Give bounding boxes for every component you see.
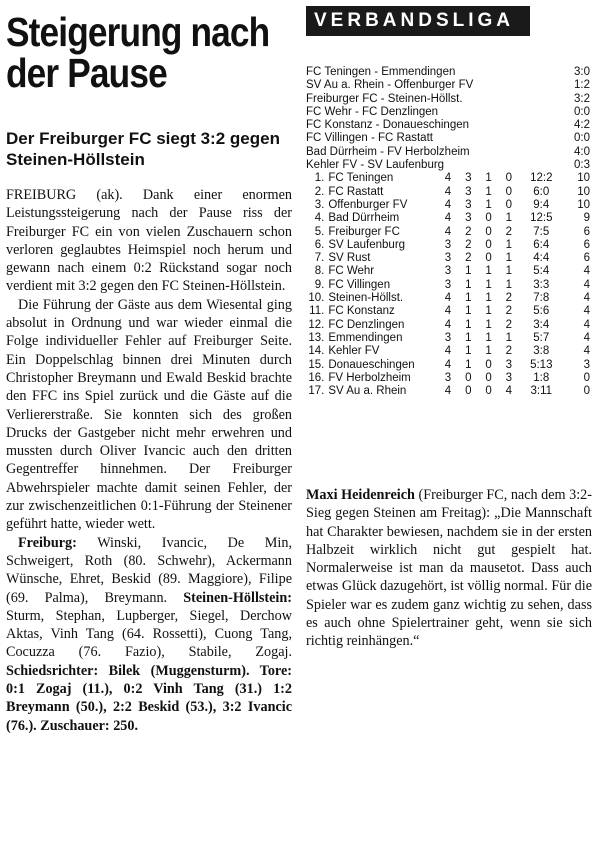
result-score: 3:2 bbox=[574, 92, 590, 105]
standings-cell-goals: 6:0 bbox=[533, 185, 550, 198]
standings-cell-team: SV Laufenburg bbox=[328, 238, 406, 251]
standings-cell-l: 1 bbox=[505, 212, 513, 225]
standings-row bbox=[306, 186, 590, 199]
standings-cell-rank: 13. bbox=[308, 331, 325, 344]
lineup-text-steinen: Sturm, Stephan, Lupberger, Siegel, Derchow Aktas, Vinh Tang (64. Rossetti), Cuong Tang, Cocuzza (76. Fazio), Stabile, Zogaj. bbox=[6, 607, 292, 661]
standings-cell-w: 3 bbox=[465, 185, 472, 198]
standings-cell-goals: 4:4 bbox=[533, 252, 550, 265]
standings-cell-team: Emmendingen bbox=[328, 331, 403, 344]
standings-cell-rank: 7. bbox=[314, 252, 325, 265]
result-score: 4:0 bbox=[574, 145, 590, 158]
result-score: 1:2 bbox=[574, 79, 590, 92]
standings-cell-pts: 4 bbox=[583, 318, 590, 331]
standings-cell-w: 1 bbox=[465, 331, 472, 344]
result-match: FC Villingen - FC Rastatt bbox=[306, 132, 433, 145]
standings-row bbox=[306, 385, 590, 398]
standings-cell-p: 3 bbox=[444, 252, 452, 265]
standings-row bbox=[306, 332, 590, 345]
standings-cell-d: 1 bbox=[485, 185, 492, 198]
standings-cell-l: 1 bbox=[505, 238, 513, 251]
standings-cell-p: 4 bbox=[444, 212, 452, 225]
result-score: 0:0 bbox=[574, 132, 590, 145]
standings-cell-p: 4 bbox=[444, 385, 452, 398]
result-match: FC Konstanz - Donaueschingen bbox=[306, 119, 470, 132]
standings-row bbox=[306, 199, 590, 212]
standings-cell-d: 1 bbox=[485, 278, 492, 291]
article-lineups bbox=[6, 534, 292, 735]
result-match: SV Au a. Rhein - Offenburger FV bbox=[306, 79, 474, 92]
referee-label: Schiedsrichter: bbox=[6, 662, 99, 679]
result-match: FC Wehr - FC Denzlingen bbox=[306, 105, 439, 118]
standings-table bbox=[306, 172, 590, 398]
standings-cell-d: 0 bbox=[485, 238, 492, 251]
standings-cell-w: 0 bbox=[465, 385, 472, 398]
standings-cell-d: 1 bbox=[485, 331, 492, 344]
standings-cell-p: 4 bbox=[444, 345, 452, 358]
standings-cell-w: 0 bbox=[465, 371, 472, 384]
standings-cell-goals: 5:4 bbox=[533, 265, 550, 278]
article-paragraph-2: Die Führung der Gäste aus dem Wiesental ging absolut in Ordnung und war wieder einmal die Folge individueller Fehler auf Freiburger Seite. Ein Doppelschlag binnen drei Minuten durch Christopher Breymann und Ewald Beskid brachte den FFC ins Spiel zurück und die Gäste auf die Verliererstraße. Sie konnten sich des großen Drucks der Gastgeber nicht mehr erwehren und mussten durch Oliver Ivancic auch den dritten Gegentreffer hinnehmen. Der Freiburger Abwehrspieler machte damit seinen Fehler, der zur zwischenzeitlichen 0:1-Führung der Steinener geführt hatte, wieder wett. bbox=[6, 296, 292, 533]
standings-cell-team: SV Au a. Rhein bbox=[328, 385, 407, 398]
standings-cell-goals: 3:3 bbox=[533, 278, 550, 291]
lineup-text-freiburg: Winski, Ivancic, De Min, Schweigert, Roth (80. Schwehr), Ackermann Wünsche, Ehret, Beskid (89. Maggiore), Filipe (69. Palma), Breymann. bbox=[6, 534, 292, 606]
standings-cell-team: FC Teningen bbox=[328, 172, 394, 185]
lineup-label-freiburg: Freiburg: bbox=[18, 534, 77, 551]
standings-cell-goals: 3:8 bbox=[533, 345, 550, 358]
standings-cell-l: 1 bbox=[505, 252, 513, 265]
standings-cell-pts: 4 bbox=[583, 331, 590, 344]
standings-cell-l: 1 bbox=[505, 265, 513, 278]
standings-cell-d: 1 bbox=[485, 172, 492, 185]
standings-cell-goals: 9:4 bbox=[533, 198, 550, 211]
standings-cell-d: 1 bbox=[485, 265, 492, 278]
standings-cell-rank: 8. bbox=[314, 265, 325, 278]
standings-cell-pts: 6 bbox=[583, 225, 590, 238]
result-row bbox=[306, 106, 590, 119]
standings-cell-p: 3 bbox=[444, 238, 452, 251]
lineup-label-steinen: Steinen-Höllstein: bbox=[183, 589, 292, 606]
standings-cell-p: 3 bbox=[444, 331, 452, 344]
standings-cell-goals: 3:11 bbox=[530, 385, 553, 398]
standings-row bbox=[306, 212, 590, 225]
standings-cell-pts: 10 bbox=[577, 198, 590, 211]
goals-text: 0:1 Zogaj (11.), 0:2 Vinh Tang (31.) 1:2 Breymann (50.), 2:2 Beskid (53.), 3:2 Ivancic (76.). bbox=[6, 681, 292, 734]
standings-cell-pts: 6 bbox=[583, 252, 590, 265]
referee-text: Bilek (Muggensturm). bbox=[98, 662, 260, 679]
standings-cell-goals: 6:4 bbox=[533, 238, 550, 251]
standings-cell-rank: 9. bbox=[314, 278, 325, 291]
standings-cell-l: 3 bbox=[505, 371, 513, 384]
quote-speaker: Maxi Heidenreich bbox=[306, 487, 415, 503]
standings-cell-team: Freiburger FC bbox=[328, 225, 400, 238]
standings-cell-l: 2 bbox=[505, 292, 513, 305]
standings-cell-w: 1 bbox=[465, 305, 472, 318]
standings-cell-rank: 6. bbox=[314, 238, 325, 251]
standings-cell-d: 1 bbox=[485, 292, 492, 305]
standings-cell-pts: 4 bbox=[583, 265, 590, 278]
standings-cell-team: Steinen-Höllst. bbox=[328, 292, 404, 305]
result-score: 0:3 bbox=[574, 159, 590, 172]
standings-cell-l: 4 bbox=[505, 385, 513, 398]
standings-cell-d: 1 bbox=[485, 318, 492, 331]
result-score: 3:0 bbox=[574, 66, 590, 78]
standings-row bbox=[306, 372, 590, 385]
standings-cell-pts: 4 bbox=[583, 292, 590, 305]
standings-cell-rank: 12. bbox=[308, 318, 325, 331]
results-list bbox=[306, 66, 590, 172]
standings-cell-w: 3 bbox=[465, 212, 472, 225]
standings-row bbox=[306, 252, 590, 265]
standings-cell-rank: 3. bbox=[314, 198, 325, 211]
standings-cell-p: 3 bbox=[444, 278, 452, 291]
standings-cell-l: 2 bbox=[505, 345, 513, 358]
standings-cell-team: SV Rust bbox=[328, 252, 371, 265]
result-row bbox=[306, 79, 590, 92]
standings-cell-p: 4 bbox=[444, 225, 452, 238]
standings-cell-goals: 5:6 bbox=[533, 305, 550, 318]
standings-cell-d: 0 bbox=[485, 225, 492, 238]
result-row bbox=[306, 159, 590, 172]
standings-cell-team: Offenburger FV bbox=[328, 198, 408, 211]
spectators-label: Zuschauer: bbox=[40, 717, 110, 734]
result-score: 0:0 bbox=[574, 105, 590, 118]
result-match: Freiburger FC - Steinen-Höllst. bbox=[306, 92, 463, 105]
standings-body bbox=[306, 172, 590, 398]
standings-row bbox=[306, 292, 590, 305]
standings-cell-team: FC Denzlingen bbox=[328, 318, 405, 331]
standings-row bbox=[306, 345, 590, 358]
standings-cell-goals: 1:8 bbox=[533, 371, 550, 384]
standings-cell-p: 3 bbox=[444, 371, 452, 384]
standings-cell-team: Donaueschingen bbox=[328, 358, 415, 371]
standings-cell-team: FV Herbolzheim bbox=[328, 371, 411, 384]
standings-cell-d: 0 bbox=[485, 212, 492, 225]
standings-cell-pts: 10 bbox=[577, 172, 590, 185]
standings-cell-team: FC Villingen bbox=[328, 278, 391, 291]
standings-cell-w: 1 bbox=[465, 278, 472, 291]
standings-cell-l: 3 bbox=[505, 358, 513, 371]
standings-cell-p: 3 bbox=[444, 265, 452, 278]
result-match: Bad Dürrheim - FV Herbolzheim bbox=[306, 145, 470, 158]
standings-cell-l: 2 bbox=[505, 225, 513, 238]
standings-row bbox=[306, 359, 590, 372]
standings-cell-w: 2 bbox=[465, 225, 472, 238]
standings-cell-d: 1 bbox=[485, 198, 492, 211]
standings-cell-rank: 14. bbox=[308, 345, 325, 358]
result-match: FC Teningen - Emmendingen bbox=[306, 66, 456, 78]
standings-cell-p: 4 bbox=[444, 292, 452, 305]
standings-cell-pts: 0 bbox=[583, 385, 590, 398]
spectators-text: 250. bbox=[109, 717, 139, 734]
standings-cell-d: 0 bbox=[485, 385, 492, 398]
standings-cell-rank: 4. bbox=[314, 212, 325, 225]
standings-cell-goals: 5:13 bbox=[530, 358, 553, 371]
standings-cell-rank: 16. bbox=[308, 371, 325, 384]
standings-cell-w: 1 bbox=[465, 345, 472, 358]
standings-cell-rank: 11. bbox=[309, 305, 325, 318]
standings-cell-goals: 3:4 bbox=[533, 318, 550, 331]
standings-cell-l: 2 bbox=[505, 305, 513, 318]
standings-row bbox=[306, 265, 590, 278]
standings-cell-pts: 10 bbox=[577, 185, 590, 198]
standings-row bbox=[306, 239, 590, 252]
standings-cell-pts: 6 bbox=[583, 238, 590, 251]
standings-cell-pts: 4 bbox=[583, 345, 590, 358]
standings-cell-rank: 15. bbox=[308, 358, 325, 371]
standings-cell-rank: 2. bbox=[314, 185, 325, 198]
standings-cell-l: 0 bbox=[505, 185, 513, 198]
standings-cell-rank: 17. bbox=[308, 385, 325, 398]
standings-cell-pts: 3 bbox=[583, 358, 590, 371]
standings-cell-team: FC Wehr bbox=[328, 265, 375, 278]
standings-cell-goals: 7:8 bbox=[533, 292, 550, 305]
article-headline: Steigerung nach der Pause bbox=[6, 9, 270, 96]
result-row bbox=[306, 93, 590, 106]
standings-cell-l: 1 bbox=[505, 331, 513, 344]
standings-cell-p: 4 bbox=[444, 305, 452, 318]
standings-cell-rank: 10. bbox=[308, 292, 325, 305]
standings-cell-p: 4 bbox=[444, 172, 452, 185]
standings-cell-team: Kehler FV bbox=[328, 345, 380, 358]
standings-cell-pts: 0 bbox=[583, 371, 590, 384]
quote-text: (Freiburger FC, nach dem 3:2-Sieg gegen Steinen am Freitag): „Die Mannschaft hat Charakter bewiesen, nachdem sie in der ersten Halbzeit wirklich nicht gut gespielt hat. Normalerweise ist man da mausetot. Dass auch etwas Glück dazugehört, ist völlig normal. Für die Spieler war es zudem ganz wichtig zu sehen, dass es auch ohne Spielertrainer geht, wenn sie sich richtig reinhängen.“ bbox=[306, 487, 593, 650]
article-subheadline: Der Freiburger FC siegt 3:2 gegen Steinen-Höllstein bbox=[6, 129, 280, 169]
standings-cell-d: 1 bbox=[485, 305, 492, 318]
standings-cell-d: 0 bbox=[485, 371, 492, 384]
article-column bbox=[6, 2, 292, 735]
standings-cell-rank: 1. bbox=[314, 172, 325, 185]
standings-cell-goals: 5:7 bbox=[533, 331, 550, 344]
result-row bbox=[306, 66, 590, 79]
standings-cell-goals: 12:5 bbox=[530, 212, 553, 225]
standings-cell-w: 1 bbox=[465, 265, 472, 278]
standings-cell-rank: 5. bbox=[314, 225, 325, 238]
standings-cell-w: 3 bbox=[465, 198, 472, 211]
standings-cell-p: 4 bbox=[444, 198, 452, 211]
standings-cell-d: 1 bbox=[485, 345, 492, 358]
standings-cell-w: 1 bbox=[465, 318, 472, 331]
standings-row bbox=[306, 172, 590, 185]
standings-cell-team: FC Konstanz bbox=[328, 305, 395, 318]
standings-row bbox=[306, 305, 590, 318]
result-score: 4:2 bbox=[574, 119, 590, 132]
goals-label: Tore: bbox=[259, 662, 292, 679]
standings-cell-p: 4 bbox=[444, 318, 452, 331]
standings-cell-l: 1 bbox=[505, 278, 513, 291]
result-row bbox=[306, 119, 590, 132]
standings-cell-goals: 7:5 bbox=[533, 225, 550, 238]
league-column bbox=[306, 6, 590, 398]
quote-box bbox=[306, 486, 592, 651]
standings-cell-team: Bad Dürrheim bbox=[328, 212, 400, 225]
standings-cell-pts: 4 bbox=[583, 278, 590, 291]
league-banner: VERBANDSLIGA bbox=[306, 6, 530, 36]
result-match: Kehler FV - SV Laufenburg bbox=[306, 159, 445, 172]
standings-row bbox=[306, 226, 590, 239]
standings-cell-goals: 12:2 bbox=[530, 172, 553, 185]
standings-cell-team: FC Rastatt bbox=[328, 185, 384, 198]
standings-cell-l: 2 bbox=[505, 318, 513, 331]
result-row bbox=[306, 132, 590, 145]
standings-cell-d: 0 bbox=[485, 252, 492, 265]
standings-cell-w: 1 bbox=[465, 292, 472, 305]
standings-cell-l: 0 bbox=[505, 172, 513, 185]
article-body bbox=[6, 186, 292, 735]
standings-cell-d: 0 bbox=[485, 358, 492, 371]
standings-cell-pts: 9 bbox=[583, 212, 590, 225]
standings-cell-p: 4 bbox=[444, 185, 452, 198]
article-paragraph-1: FREIBURG (ak). Dank einer enormen Leistungssteigerung nach der Pause riss der Freiburger FC ein von vielen Zuschauern schon verloren geglaubtes Heimspiel noch herum und gewann nach einem 0:2 Rückstand sogar noch verdient mit 3:2 gegen den FC Steinen-Höllstein. bbox=[6, 187, 292, 295]
standings-cell-w: 3 bbox=[465, 172, 472, 185]
standings-cell-pts: 4 bbox=[583, 305, 590, 318]
standings-row bbox=[306, 279, 590, 292]
result-row bbox=[306, 146, 590, 159]
standings-row bbox=[306, 319, 590, 332]
standings-cell-w: 2 bbox=[465, 238, 472, 251]
standings-cell-l: 0 bbox=[505, 198, 513, 211]
standings-cell-w: 2 bbox=[465, 252, 472, 265]
standings-cell-p: 4 bbox=[444, 358, 452, 371]
standings-cell-w: 1 bbox=[465, 358, 472, 371]
